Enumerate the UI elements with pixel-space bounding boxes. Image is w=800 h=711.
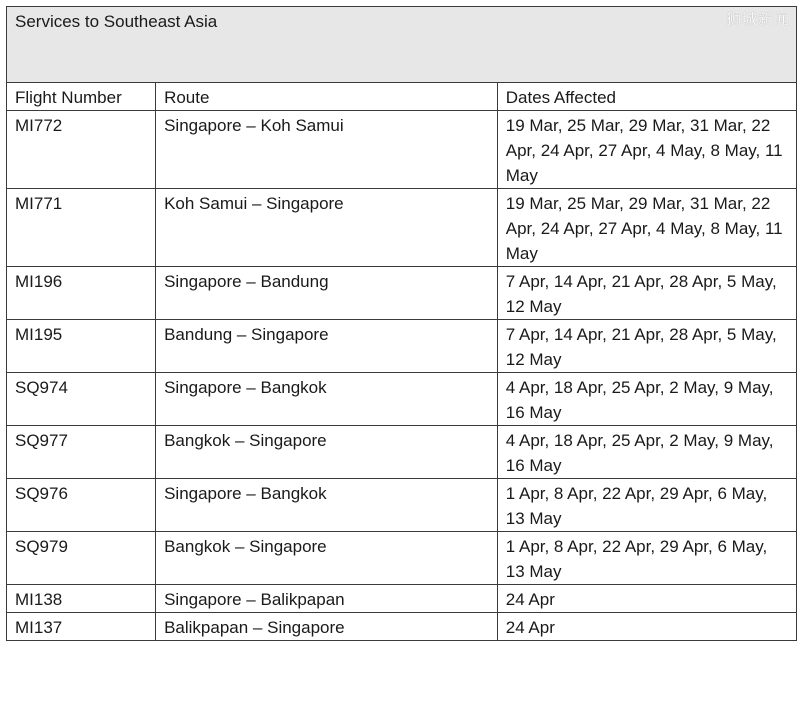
table-row	[7, 479, 797, 532]
route-cell: Koh Samui – Singapore	[156, 189, 498, 267]
table-row	[7, 613, 797, 641]
dates-cell: 1 Apr, 8 Apr, 22 Apr, 29 Apr, 6 May, 13 May	[497, 532, 796, 585]
table-row	[7, 189, 797, 267]
route-cell: Singapore – Bangkok	[156, 479, 498, 532]
dates-cell: 4 Apr, 18 Apr, 25 Apr, 2 May, 9 May, 16 May	[497, 373, 796, 426]
section-title: Services to Southeast Asia	[7, 7, 797, 83]
table-row	[7, 585, 797, 613]
flight-number-cell: SQ976	[7, 479, 156, 532]
column-header-dates-affected: Dates Affected	[497, 83, 796, 111]
table-row	[7, 267, 797, 320]
dates-cell: 1 Apr, 8 Apr, 22 Apr, 29 Apr, 6 May, 13 May	[497, 479, 796, 532]
table-row	[7, 373, 797, 426]
flight-number-cell: SQ977	[7, 426, 156, 479]
route-cell: Bangkok – Singapore	[156, 426, 498, 479]
flights-table	[6, 6, 797, 641]
dates-cell: 7 Apr, 14 Apr, 21 Apr, 28 Apr, 5 May, 12 May	[497, 320, 796, 373]
flight-number-cell: SQ974	[7, 373, 156, 426]
flight-number-cell: MI137	[7, 613, 156, 641]
dates-cell: 24 Apr	[497, 613, 796, 641]
route-cell: Singapore – Bangkok	[156, 373, 498, 426]
route-cell: Balikpapan – Singapore	[156, 613, 498, 641]
flight-number-cell: MI772	[7, 111, 156, 189]
route-cell: Bangkok – Singapore	[156, 532, 498, 585]
flight-number-cell: MI138	[7, 585, 156, 613]
flight-number-cell: MI196	[7, 267, 156, 320]
column-header-row	[7, 83, 797, 111]
section-header-row	[7, 7, 797, 83]
dates-cell: 24 Apr	[497, 585, 796, 613]
dates-cell: 7 Apr, 14 Apr, 21 Apr, 28 Apr, 5 May, 12 May	[497, 267, 796, 320]
dates-cell: 4 Apr, 18 Apr, 25 Apr, 2 May, 9 May, 16 May	[497, 426, 796, 479]
route-cell: Singapore – Balikpapan	[156, 585, 498, 613]
column-header-route: Route	[156, 83, 498, 111]
table-row	[7, 532, 797, 585]
route-cell: Singapore – Bandung	[156, 267, 498, 320]
flight-number-cell: SQ979	[7, 532, 156, 585]
table-row	[7, 426, 797, 479]
flight-number-cell: MI195	[7, 320, 156, 373]
table-row	[7, 111, 797, 189]
column-header-flight-number: Flight Number	[7, 83, 156, 111]
watermark-text: 狮城新闻	[725, 10, 790, 28]
flight-number-cell: MI771	[7, 189, 156, 267]
route-cell: Bandung – Singapore	[156, 320, 498, 373]
table-row	[7, 320, 797, 373]
dates-cell: 19 Mar, 25 Mar, 29 Mar, 31 Mar, 22 Apr, 24 Apr, 27 Apr, 4 May, 8 May, 11 May	[497, 111, 796, 189]
dates-cell: 19 Mar, 25 Mar, 29 Mar, 31 Mar, 22 Apr, 24 Apr, 27 Apr, 4 May, 8 May, 11 May	[497, 189, 796, 267]
route-cell: Singapore – Koh Samui	[156, 111, 498, 189]
